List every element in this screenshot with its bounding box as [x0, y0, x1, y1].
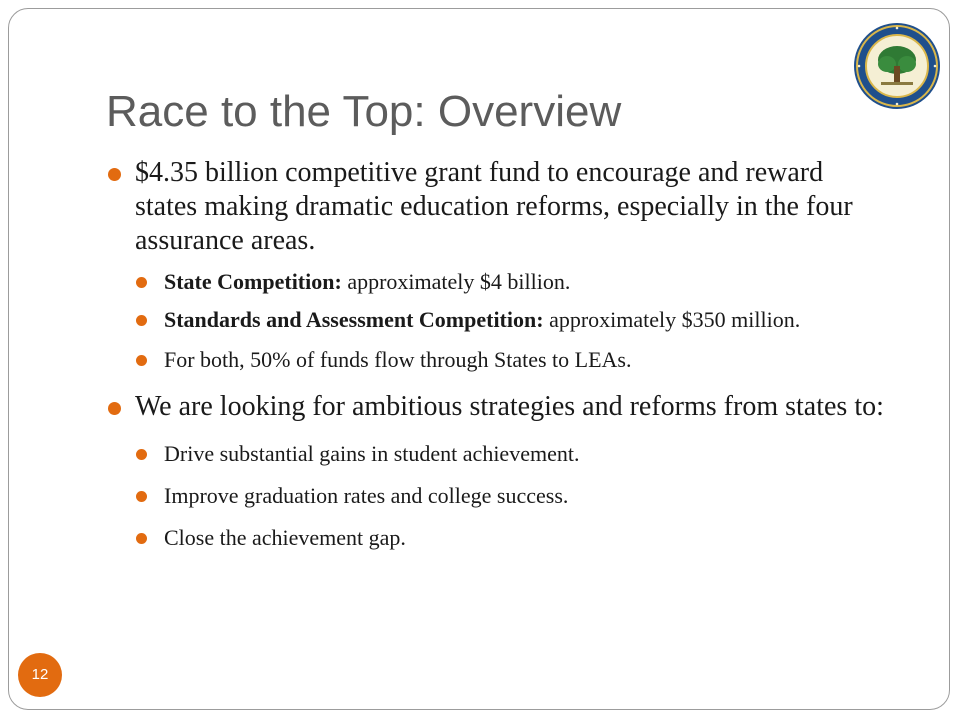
slide-title: Race to the Top: Overview [106, 87, 622, 136]
bullet-ambitious-strategies: We are looking for ambitious strategies and reforms from states to: [106, 390, 886, 424]
sub-bullet-graduation-rates: Improve graduation rates and college success. [136, 482, 886, 510]
sub-bullet-label: Standards and Assessment Competition: [164, 307, 544, 332]
page-number-badge: 12 [18, 653, 62, 697]
sub-bullet-text: approximately $350 million. [543, 307, 801, 332]
sub-bullet-funds-flow: For both, 50% of funds flow through States to LEAs. [136, 346, 886, 374]
slide-content [106, 156, 886, 552]
sub-bullet-standards-competition [136, 306, 886, 334]
department-of-education-seal-icon [853, 22, 941, 110]
sub-bullet-state-competition [136, 268, 886, 296]
bullet-grant-fund: $4.35 billion competitive grant fund to encourage and reward states making dramatic education reforms, especially in the four assurance areas. [106, 156, 886, 258]
sub-bullet-student-achievement: Drive substantial gains in student achievement. [136, 440, 886, 468]
sub-bullet-achievement-gap: Close the achievement gap. [136, 524, 886, 552]
sub-bullet-text: approximately $4 billion. [341, 269, 571, 294]
sub-bullet-label: State Competition: [164, 269, 342, 294]
